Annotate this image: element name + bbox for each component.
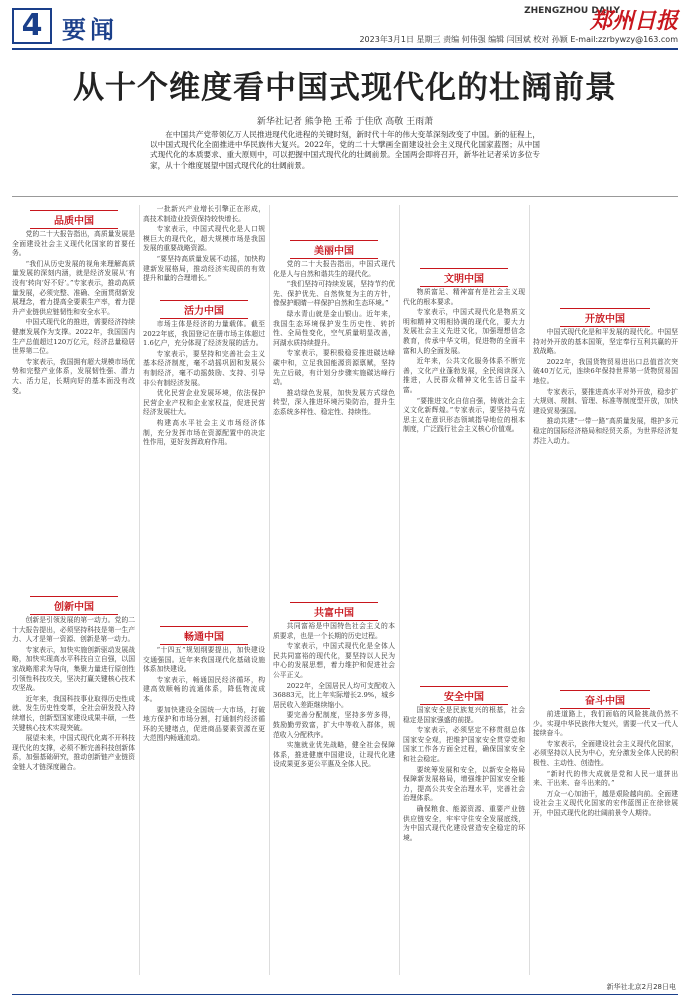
bottom-rule	[12, 994, 678, 995]
body-paragraph: 要加快建设全国统一大市场，打破地方保护和市场分割，打通制约经济循环的关键堵点，促进商品要素资源在更大范围内畅通流动。	[143, 705, 265, 743]
body-paragraph: 党的二十大报告指出，高质量发展是全面建设社会主义现代化国家的首要任务。	[12, 230, 135, 258]
body-paragraph: 要完善分配制度，坚持多劳多得，鼓励勤劳致富，扩大中等收入群体，规范收入分配秩序。	[273, 711, 395, 739]
section-heading-vitality: 活力中国	[160, 300, 248, 319]
column-4-lower	[403, 706, 525, 976]
body-paragraph: 专家表示，要推进高水平对外开放，稳步扩大规则、规制、管理、标准等制度型开放，加快建设贸易强国。	[533, 387, 678, 415]
brand-logo: 郑州日报	[589, 8, 678, 34]
body-paragraph: “新时代的伟大成就是党和人民一道拼出来、干出来、奋斗出来的。”	[533, 769, 678, 788]
section-heading-prosperity: 共富中国	[290, 602, 378, 621]
section-heading-opening: 开放中国	[560, 308, 650, 327]
column-2-top	[143, 205, 265, 295]
page-number: 4	[12, 8, 52, 44]
body-paragraph: 近年来，公共文化服务体系不断完善，文化产业蓬勃发展，全民阅读深入推进，人民群众精神文化生活日益丰富。	[403, 357, 525, 394]
column-5-lower	[533, 710, 678, 972]
body-paragraph: 展望未来，中国式现代化离不开科技现代化的支撑，必须不断完善科技创新体系，加强基础研究，推动创新链产业链资金链人才链深度融合。	[12, 734, 135, 771]
body-paragraph: “要坚持高质量发展不动摇，加快构建新发展格局，推动经济实现质的有效提升和量的合理增长。”	[143, 254, 265, 283]
column-divider	[139, 205, 140, 975]
column-5-upper	[533, 328, 678, 638]
body-paragraph: 专家表示，要坚持和完善社会主义基本经济制度，毫不动摇巩固和发展公有制经济，毫不动摇鼓励、支持、引导非公有制经济发展。	[143, 349, 265, 387]
body-paragraph: 绿水青山就是金山银山。近年来，我国生态环境保护发生历史性、转折性、全局性变化，空气质量明显改善，河湖水质持续提升。	[273, 309, 395, 347]
body-paragraph: “我们坚持可持续发展，坚持节约优先、保护优先、自然恢复为主的方针，像保护眼睛一样保护自然和生态环境。”	[273, 280, 395, 308]
body-paragraph: 市场主体是经济的力量载体。截至2022年底，我国登记在册市场主体超过1.6亿户，充分体现了经济发展的活力。	[143, 320, 265, 348]
body-paragraph: 专家表示，中国式现代化是物质文明和精神文明相协调的现代化，要大力发展社会主义先进文化，加强理想信念教育，传承中华文明，促进物的全面丰富和人的全面发展。	[403, 308, 525, 355]
section-heading-striving: 奋斗中国	[560, 690, 650, 709]
body-paragraph: 党的二十大报告指出，中国式现代化是人与自然和谐共生的现代化。	[273, 260, 395, 278]
column-1-upper	[12, 230, 135, 590]
section-name: 要闻	[62, 16, 118, 44]
body-paragraph: 专家表示，我国拥有超大规模市场优势和完整产业体系，发展韧性强、潜力大、活力足，长期向好的基本面没有改变。	[12, 357, 135, 395]
article-lead: 在中国共产党带领亿万人民推进现代化进程的关键时刻，新时代十年的伟大变革深刻改变了中国。新的征程上，以中国式现代化全面推进中华民族伟大复兴。2022年，党的二十大擘画全面建设社会主义现代化国家蓝图；从中国式现代化的本质要求、重大原则中，可以把握中国式现代化的壮阔前景。全国两会即将召开，新华社记者采访多位专家，从十个维度展望中国式现代化的壮阔前景。	[150, 130, 540, 170]
body-paragraph: 物质富足、精神富有是社会主义现代化的根本要求。	[403, 288, 525, 306]
body-paragraph: 创新是引领发展的第一动力。党的二十大报告提出，必须坚持科技是第一生产力、人才是第一资源、创新是第一动力。	[12, 616, 135, 644]
article-byline: 新华社记者 熊争艳 王希 于佳欣 高敬 王雨萧	[256, 117, 434, 127]
body-paragraph: 推动绿色发展，加快发展方式绿色转型，深入推进环境污染防治，提升生态系统多样性、稳定性、持续性。	[273, 388, 395, 416]
column-1-lower	[12, 616, 135, 976]
column-3-lower	[273, 622, 395, 976]
section-heading-smooth: 畅通中国	[160, 626, 248, 645]
body-paragraph: 推动共建“一带一路”高质量发展，维护多元稳定的国际经济格局和经贸关系，为世界经济复苏注入动力。	[533, 417, 678, 445]
column-divider	[529, 205, 530, 975]
body-paragraph: 2022年，我国货物贸易进出口总值首次突破40万亿元，连续6年保持世界第一货物贸易国地位。	[533, 357, 678, 385]
body-paragraph: 要统筹发展和安全，以新安全格局保障新发展格局，增强维护国家安全能力，提高公共安全治理水平，完善社会治理体系。	[403, 765, 525, 803]
body-paragraph: “要推进文化自信自强，铸就社会主义文化新辉煌。”专家表示，要坚持马克思主义在意识形态领域指导地位的根本制度，广泛践行社会主义核心价值观。	[403, 396, 525, 434]
section-heading-innovation: 创新中国	[30, 596, 118, 615]
lead-divider	[12, 196, 678, 197]
issue-info: 2023年3月1日 星期三 责编 何伟强 编辑 闫国斌 校对 孙颖 E-mail:zzrbywzy@163.com	[359, 35, 678, 44]
body-paragraph: 2022年，全国居民人均可支配收入36883元，比上年实际增长2.9%，城乡居民收入差距继续缩小。	[273, 681, 395, 709]
body-paragraph: 中国式现代化的推进，需要经济持续健康发展作为支撑。2022年，我国国内生产总值超过120万亿元，经济总量稳居世界第二位。	[12, 318, 135, 356]
body-paragraph: “我们从历史发展的视角来理解高质量发展的深刻内涵，就是经济发展从‘有没有’转向‘好不好’。”专家表示，推动高质量发展，必须完整、准确、全面贯彻新发展理念，着力提高全要素生产率，着力提升产业链供应链韧性和安全水平。	[12, 259, 135, 316]
brand-english: ZHENGZHOU DAILY	[524, 6, 620, 16]
body-paragraph: 中国式现代化是和平发展的现代化。中国坚持对外开放的基本国策，坚定奉行互利共赢的开放战略。	[533, 328, 678, 356]
section-heading-security: 安全中国	[420, 686, 508, 705]
body-paragraph: 专家表示，中国式现代化是人口规模巨大的现代化，超大规模市场是我国发展的重要战略资源。	[143, 225, 265, 253]
masthead	[0, 0, 690, 60]
body-paragraph: 共同富裕是中国特色社会主义的本质要求，也是一个长期的历史过程。	[273, 622, 395, 640]
body-paragraph: 优化民营企业发展环境，依法保护民营企业产权和企业家权益，促进民营经济发展壮大。	[143, 389, 265, 417]
column-divider	[399, 205, 400, 975]
body-paragraph: 一批新兴产业增长引擎正在形成，高技术制造业投资保持较快增长。	[143, 205, 265, 223]
article-headline: 从十个维度看中国式现代化的壮阔前景	[73, 70, 617, 106]
section-heading-civilization: 文明中国	[420, 268, 508, 287]
body-paragraph: “十四五”规划纲要提出，加快建设交通强国。近年来我国现代化基础设施体系加快建设。	[143, 646, 265, 674]
body-paragraph: 构建高水平社会主义市场经济体制，充分发挥市场在资源配置中的决定性作用，更好发挥政府作用。	[143, 418, 265, 447]
body-paragraph: 实施就业优先战略，健全社会保障体系，推进健康中国建设，让现代化建设成果更多更公平惠及全体人民。	[273, 741, 395, 769]
body-paragraph: 前进道路上，我们面临的风险挑战仍然不少。实现中华民族伟大复兴，需要一代又一代人接续奋斗。	[533, 710, 678, 738]
column-4-upper	[403, 288, 525, 528]
body-paragraph: 专家表示，全面建设社会主义现代化国家，必须坚持以人民为中心，充分激发全体人民的积极性、主动性、创造性。	[533, 739, 678, 767]
body-paragraph: 专家表示，加快实施创新驱动发展战略，加快实现高水平科技自立自强，以国家战略需求为导向，集聚力量进行原创性引领性科技攻关，坚决打赢关键核心技术攻坚战。	[12, 645, 135, 693]
body-paragraph: 近年来，我国科技事业取得历史性成就、发生历史性变革，全社会研发投入持续增长，创新型国家建设成果丰硕，一些关键核心技术实现突破。	[12, 694, 135, 732]
body-paragraph: 专家表示，中国式现代化是全体人民共同富裕的现代化，要坚持以人民为中心的发展思想，着力维护和促进社会公平正义。	[273, 642, 395, 679]
body-paragraph: 国家安全是民族复兴的根基，社会稳定是国家强盛的前提。	[403, 706, 525, 724]
body-paragraph: 万众一心加油干，越是艰险越向前。全面建设社会主义现代化国家的宏伟蓝图正在徐徐展开，中国式现代化的壮阔前景令人期待。	[533, 789, 678, 817]
body-paragraph: 专家表示，要积极稳妥推进碳达峰碳中和，立足我国能源资源禀赋，坚持先立后破，有计划分步骤实施碳达峰行动。	[273, 349, 395, 387]
section-heading-quality: 品质中国	[30, 210, 118, 229]
column-3-upper	[273, 260, 395, 600]
body-paragraph: 专家表示，必须坚定不移贯彻总体国家安全观，把维护国家安全贯穿党和国家工作各方面全过程，确保国家安全和社会稳定。	[403, 726, 525, 763]
section-heading-beautiful: 美丽中国	[290, 240, 378, 259]
column-2-middle	[143, 320, 265, 620]
column-divider	[269, 205, 270, 975]
masthead-rule	[12, 48, 678, 50]
body-paragraph: 专家表示，畅通国民经济循环，构建高效顺畅的流通体系，降低物流成本。	[143, 675, 265, 703]
body-paragraph: 确保粮食、能源资源、重要产业链供应链安全，牢牢守住安全发展底线，为中国式现代化建设营造安全稳定的环境。	[403, 804, 525, 842]
dateline: 新华社北京2月28日电	[606, 983, 676, 991]
column-2-lower	[143, 646, 265, 976]
